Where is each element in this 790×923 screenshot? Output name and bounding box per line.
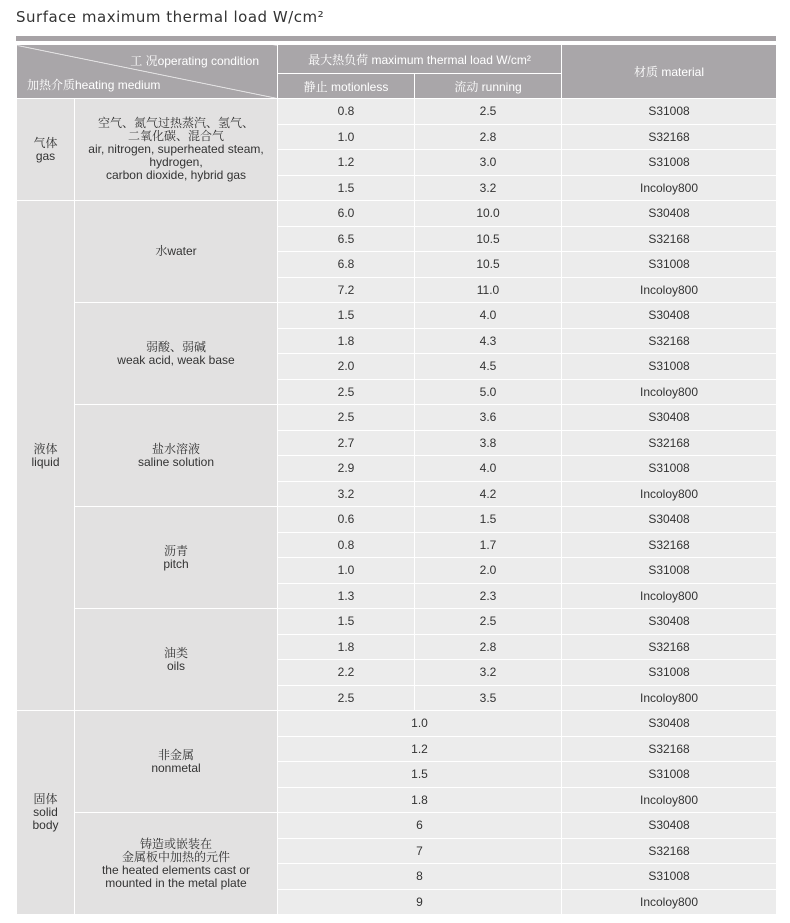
material-cell: Incoloy800 xyxy=(562,685,777,711)
category-label-en: gas xyxy=(35,148,56,163)
material-cell: Incoloy800 xyxy=(562,379,777,405)
running-value-cell: 4.0 xyxy=(415,303,562,329)
load-value-cell: 6 xyxy=(278,813,562,839)
motionless-value-cell: 0.8 xyxy=(278,99,415,125)
running-value-cell: 3.5 xyxy=(415,685,562,711)
motionless-value-cell: 0.8 xyxy=(278,532,415,558)
material-cell: S31008 xyxy=(562,762,777,788)
motionless-value-cell: 6.8 xyxy=(278,252,415,278)
motionless-value-cell: 1.0 xyxy=(278,124,415,150)
motionless-value-cell: 2.9 xyxy=(278,456,415,482)
material-cell: Incoloy800 xyxy=(562,583,777,609)
load-value-cell: 1.2 xyxy=(278,736,562,762)
motionless-value-cell: 1.2 xyxy=(278,150,415,176)
category-label-cn: 固体 xyxy=(33,792,58,806)
group-label-line: 铸造或嵌装在 xyxy=(139,836,212,851)
motionless-value-cell: 2.7 xyxy=(278,430,415,456)
load-value-cell: 1.5 xyxy=(278,762,562,788)
material-cell: S30408 xyxy=(562,201,777,227)
running-value-cell: 2.5 xyxy=(415,99,562,125)
category-cell xyxy=(17,711,75,915)
material-cell: Incoloy800 xyxy=(562,889,777,915)
table-row xyxy=(17,609,777,635)
group-label-line: oils xyxy=(166,658,185,673)
motionless-value-cell: 2.2 xyxy=(278,660,415,686)
running-value-cell: 10.5 xyxy=(415,226,562,252)
material-cell: S31008 xyxy=(562,558,777,584)
running-value-cell: 2.0 xyxy=(415,558,562,584)
group-label-cell xyxy=(75,507,278,609)
motionless-value-cell: 6.0 xyxy=(278,201,415,227)
group-label-line: hydrogen, xyxy=(149,155,203,169)
group-label-line: 沥青 xyxy=(163,543,188,558)
running-value-cell: 1.5 xyxy=(415,507,562,533)
motionless-value-cell: 1.5 xyxy=(278,175,415,201)
running-value-cell: 2.8 xyxy=(415,124,562,150)
group-label-cell xyxy=(75,405,278,507)
group-label-line: 油类 xyxy=(163,645,188,660)
medium-header: 加热介质heating medium xyxy=(27,78,161,92)
running-value-cell: 10.5 xyxy=(415,252,562,278)
material-cell: S30408 xyxy=(562,405,777,431)
running-value-cell: 3.6 xyxy=(415,405,562,431)
material-cell: S31008 xyxy=(562,456,777,482)
group-label-line: mounted in the metal plate xyxy=(105,875,247,890)
group-label-line: weak acid, weak base xyxy=(117,352,235,367)
category-label-en: solid body xyxy=(32,805,59,832)
motionless-value-cell: 1.8 xyxy=(278,634,415,660)
group-label-line: nonmetal xyxy=(151,760,201,775)
running-value-cell: 2.5 xyxy=(415,609,562,635)
material-cell: S31008 xyxy=(562,660,777,686)
diagonal-header-cell xyxy=(17,45,278,99)
motionless-value-cell: 2.0 xyxy=(278,354,415,380)
table-row xyxy=(17,711,777,737)
material-cell: S32168 xyxy=(562,328,777,354)
motionless-value-cell: 2.5 xyxy=(278,405,415,431)
motionless-value-cell: 0.6 xyxy=(278,507,415,533)
group-label-cell xyxy=(75,303,278,405)
page-title-text: Surface maximum thermal load W/ xyxy=(16,8,294,26)
running-value-cell: 3.8 xyxy=(415,430,562,456)
table-row xyxy=(17,303,777,329)
group-label-line: saline solution xyxy=(137,454,215,469)
group-label-line: air, nitrogen, superheated steam, xyxy=(88,142,264,156)
motionless-value-cell: 1.5 xyxy=(278,303,415,329)
category-cell xyxy=(17,201,75,711)
motionless-value-cell: 3.2 xyxy=(278,481,415,507)
motionless-value-cell: 2.5 xyxy=(278,379,415,405)
group-label-line: 非金属 xyxy=(157,747,194,762)
material-cell: S32168 xyxy=(562,838,777,864)
material-cell: S31008 xyxy=(562,252,777,278)
running-value-cell: 4.2 xyxy=(415,481,562,507)
running-value-cell: 3.2 xyxy=(415,660,562,686)
table-body xyxy=(17,99,777,915)
group-label-line: the heated elements cast or xyxy=(101,862,251,877)
material-cell: S30408 xyxy=(562,609,777,635)
group-label-line: 盐水溶液 xyxy=(151,441,200,456)
running-value-cell: 3.0 xyxy=(415,150,562,176)
material-cell: S32168 xyxy=(562,634,777,660)
running-value-cell: 2.8 xyxy=(415,634,562,660)
material-cell: Incoloy800 xyxy=(562,175,777,201)
group-label-line: 空气、氮气过热蒸汽、氢气、 xyxy=(97,116,254,130)
group-label-cell xyxy=(75,813,278,915)
table-row xyxy=(17,813,777,839)
table-row xyxy=(17,507,777,533)
top-divider xyxy=(16,36,776,41)
material-cell: S32168 xyxy=(562,226,777,252)
motionless-value-cell: 2.5 xyxy=(278,685,415,711)
material-header: 材质 material xyxy=(562,45,777,99)
group-label-cell xyxy=(75,201,278,303)
load-value-cell: 1.8 xyxy=(278,787,562,813)
running-value-cell: 4.0 xyxy=(415,456,562,482)
motionless-value-cell: 1.0 xyxy=(278,558,415,584)
running-value-cell: 1.7 xyxy=(415,532,562,558)
running-value-cell: 10.0 xyxy=(415,201,562,227)
material-cell: S31008 xyxy=(562,99,777,125)
motionless-header: 静止 motionless xyxy=(278,74,415,99)
running-value-cell: 5.0 xyxy=(415,379,562,405)
material-cell: S30408 xyxy=(562,507,777,533)
motionless-value-cell: 1.3 xyxy=(278,583,415,609)
table-row xyxy=(17,405,777,431)
running-value-cell: 2.3 xyxy=(415,583,562,609)
material-cell: S31008 xyxy=(562,150,777,176)
table-row xyxy=(17,201,777,227)
material-cell: S31008 xyxy=(562,864,777,890)
load-value-cell: 7 xyxy=(278,838,562,864)
material-cell: Incoloy800 xyxy=(562,277,777,303)
material-cell: S30408 xyxy=(562,303,777,329)
group-label-line: 水water xyxy=(155,244,197,258)
running-value-cell: 4.5 xyxy=(415,354,562,380)
motionless-value-cell: 7.2 xyxy=(278,277,415,303)
group-label-cell xyxy=(75,609,278,711)
page-title-unit: cm² xyxy=(293,8,325,26)
category-label-cn: 液体 xyxy=(33,441,58,456)
material-cell: S32168 xyxy=(562,532,777,558)
group-label-line: carbon dioxide, hybrid gas xyxy=(105,168,247,182)
group-label-cell xyxy=(75,711,278,813)
group-label-line: pitch xyxy=(163,556,189,571)
load-value-cell: 9 xyxy=(278,889,562,915)
material-cell: S30408 xyxy=(562,813,777,839)
category-cell xyxy=(17,99,75,201)
group-label-cell xyxy=(75,99,278,201)
group-label-line: 弱酸、弱碱 xyxy=(145,339,206,354)
material-cell: Incoloy800 xyxy=(562,481,777,507)
motionless-value-cell: 1.8 xyxy=(278,328,415,354)
motionless-value-cell: 1.5 xyxy=(278,609,415,635)
material-cell: S32168 xyxy=(562,430,777,456)
running-value-cell: 11.0 xyxy=(415,277,562,303)
running-value-cell: 3.2 xyxy=(415,175,562,201)
thermal-load-table xyxy=(16,44,777,915)
load-value-cell: 1.0 xyxy=(278,711,562,737)
table-row xyxy=(17,99,777,125)
motionless-value-cell: 6.5 xyxy=(278,226,415,252)
max-load-header: 最大热负荷 maximum thermal load W/cm² xyxy=(278,45,562,74)
running-value-cell: 4.3 xyxy=(415,328,562,354)
table-header xyxy=(17,45,777,99)
category-label-cn: 气体 xyxy=(33,135,58,150)
material-cell: S32168 xyxy=(562,124,777,150)
running-header: 流动 running xyxy=(415,74,562,99)
group-label-line: 二氧化碳、混合气 xyxy=(127,129,224,143)
material-cell: S31008 xyxy=(562,354,777,380)
group-label-line: 金属板中加热的元件 xyxy=(121,849,230,864)
condition-header: 工 况operating condition xyxy=(130,54,259,68)
page-title xyxy=(16,8,324,26)
material-cell: S32168 xyxy=(562,736,777,762)
material-cell: Incoloy800 xyxy=(562,787,777,813)
category-label-en: liquid xyxy=(31,454,60,469)
material-cell: S30408 xyxy=(562,711,777,737)
load-value-cell: 8 xyxy=(278,864,562,890)
